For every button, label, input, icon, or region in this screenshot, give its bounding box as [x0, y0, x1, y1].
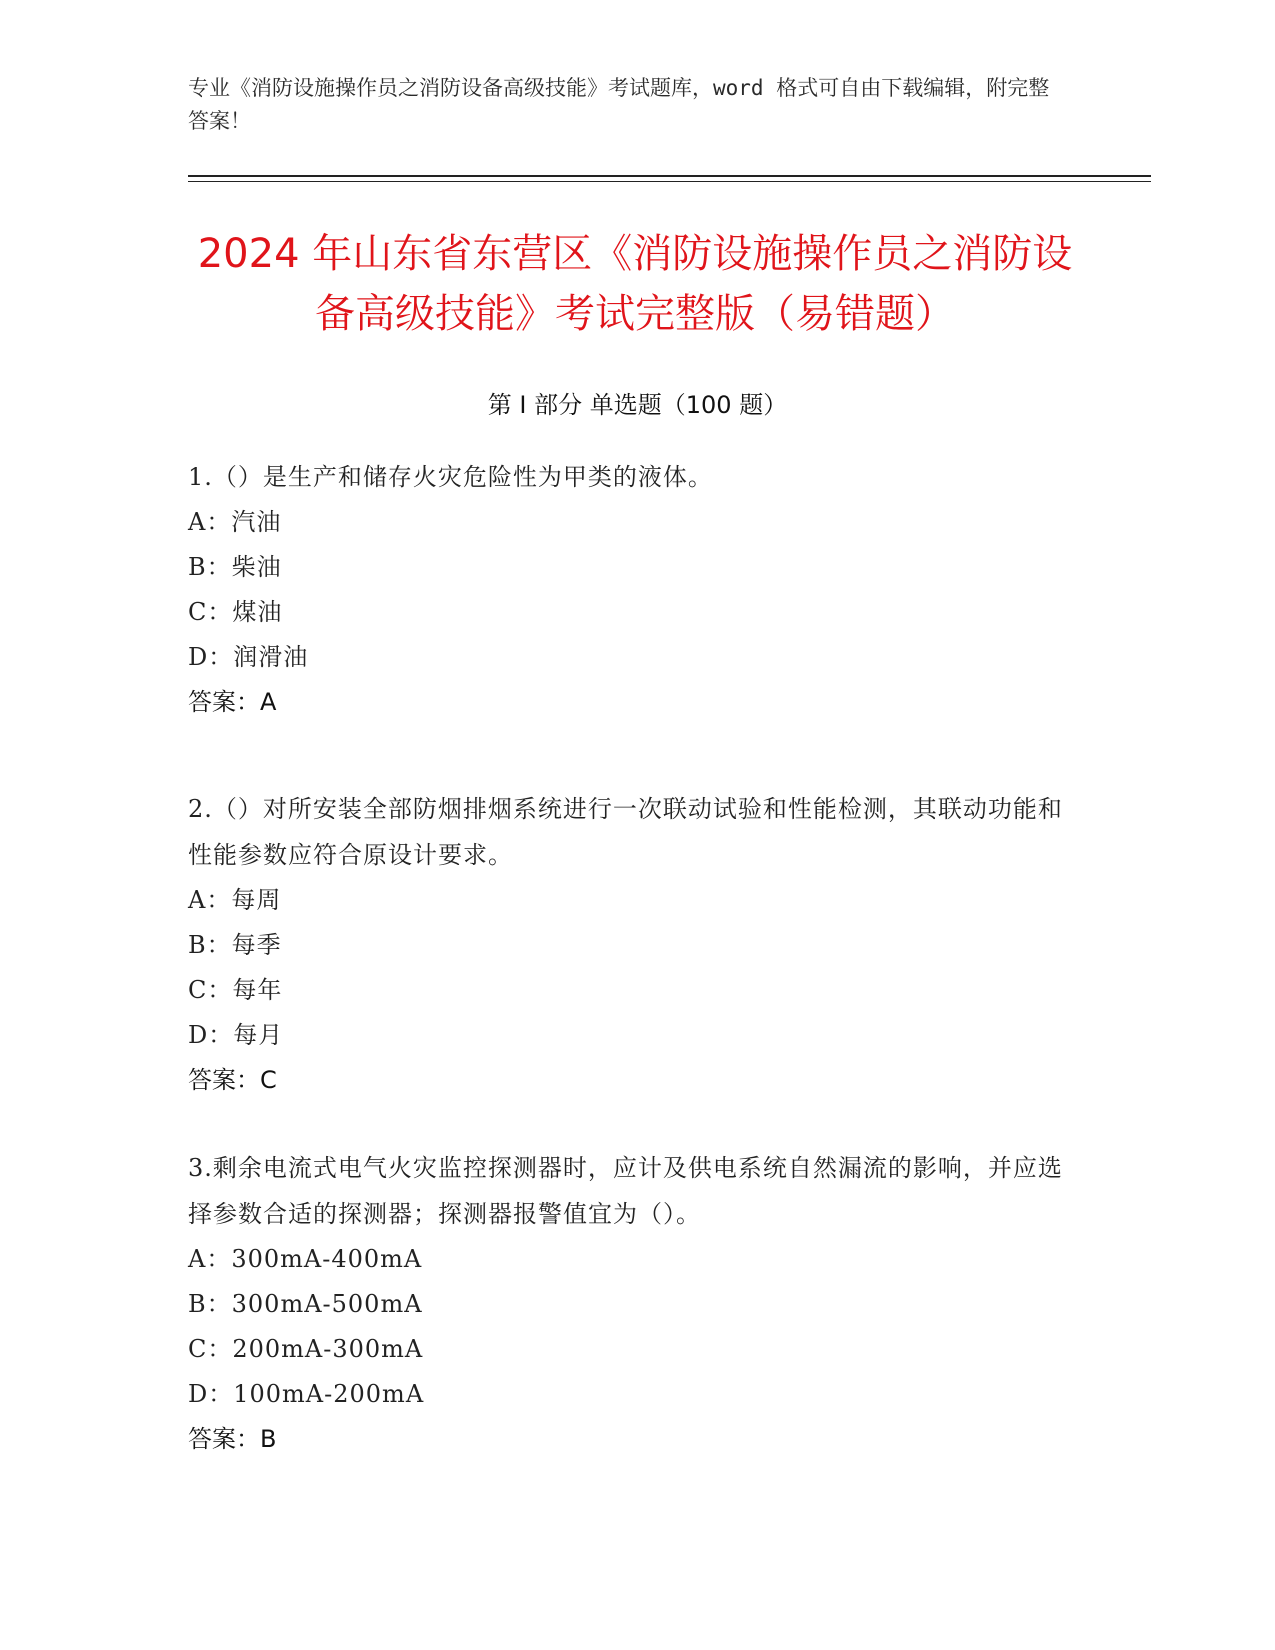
question-1 — [188, 454, 1068, 725]
option-a: A：300mA-400mA — [188, 1245, 423, 1273]
option-b: B：每季 — [188, 931, 282, 959]
option-c: C：煤油 — [188, 598, 283, 626]
option-c: C：200mA-300mA — [188, 1335, 424, 1363]
option-b: B：柴油 — [188, 553, 282, 581]
document-title: 2024 年山东省东营区《消防设施操作员之消防设备高级技能》考试完整版（易错题） — [197, 231, 1073, 337]
question-stem: 3.剩余电流式电气火灾监控探测器时，应计及供电系统自然漏流的影响，并应选择参数合适的探测器；探测器报警值宜为（）。 — [188, 1154, 1063, 1228]
option-d: D：100mA-200mA — [188, 1380, 425, 1408]
header-note: 专业《消防设施操作员之消防设备高级技能》考试题库，word 格式可自由下载编辑，附完整答案！ — [188, 76, 1050, 133]
question-stem: 1.（）是生产和储存火灾危险性为甲类的液体。 — [188, 463, 713, 491]
answer: 答案：C — [188, 1066, 277, 1094]
question-3 — [188, 1145, 1068, 1462]
option-d: D：每月 — [188, 1021, 284, 1049]
option-b: B：300mA-500mA — [188, 1290, 423, 1318]
header-divider-thin — [188, 181, 1151, 182]
question-stem: 2.（）对所安装全部防烟排烟系统进行一次联动试验和性能检测，其联动功能和性能参数应符合原设计要求。 — [188, 795, 1063, 869]
option-a: A：汽油 — [188, 508, 282, 536]
question-2 — [188, 786, 1068, 1103]
section-heading: 第 I 部分 单选题（100 题） — [487, 391, 788, 419]
header-divider — [188, 175, 1151, 177]
answer: 答案：B — [188, 1425, 277, 1453]
option-c: C：每年 — [188, 976, 283, 1004]
option-a: A：每周 — [188, 886, 282, 914]
option-d: D：润滑油 — [188, 643, 309, 671]
answer: 答案：A — [188, 688, 277, 716]
